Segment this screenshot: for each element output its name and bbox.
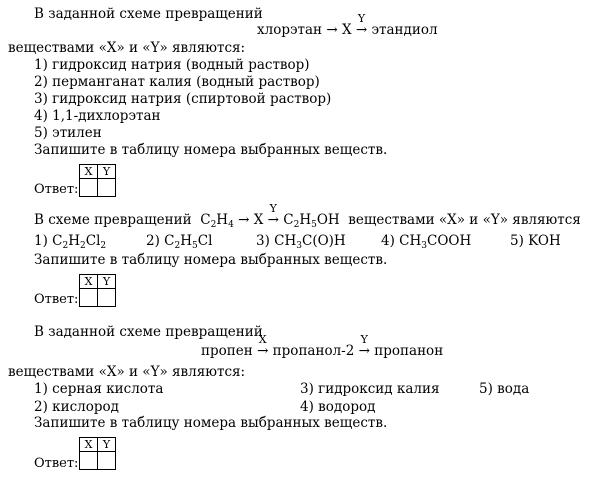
q1-arrow-y-label: Y <box>357 12 366 25</box>
q1-answer-label: Ответ: <box>34 182 79 197</box>
q3-arrow-x-label: X <box>258 333 267 346</box>
q3-question: веществами «X» и «Y» являются: <box>8 364 246 380</box>
q2-answer-y-cell[interactable] <box>98 289 116 307</box>
q3-option-5: 5) вода <box>479 381 530 397</box>
q1-scheme-arrow-y: Y → <box>355 12 368 38</box>
q2-instruction: Запишите в таблицу номера выбранных веществ. <box>34 252 388 268</box>
q2-col-x: X <box>80 275 98 289</box>
q1-scheme-start: хлорэтан <box>257 22 323 38</box>
q1-col-x: X <box>80 165 98 179</box>
q1-question: веществами «X» и «Y» являются: <box>8 40 246 56</box>
q3-scheme-end: пропанон <box>374 343 444 359</box>
q1-answer-x-cell[interactable] <box>80 179 98 197</box>
q2-question: веществами «X» и «Y» являются <box>348 212 581 228</box>
q3-col-y: Y <box>98 438 116 452</box>
q3-col-x: X <box>80 438 98 452</box>
q3-arrow-y-label: Y <box>360 333 368 346</box>
q1-option-3: 3) гидроксид натрия (спиртовой раствор) <box>34 91 332 107</box>
q2-answer-x-cell[interactable] <box>80 289 98 307</box>
q1-option-4: 4) 1,1-дихлорэтан <box>34 108 161 124</box>
q1-scheme-end: этандиол <box>371 22 438 38</box>
q1-answer-table <box>79 164 116 197</box>
q1-col-y: Y <box>98 165 116 179</box>
q1-option-1: 1) гидроксид натрия (водный раствор) <box>34 57 310 73</box>
q2-header <box>34 202 581 230</box>
q1-option-5: 5) этилен <box>34 125 102 141</box>
q1-scheme-mid: X <box>341 22 352 38</box>
q3-option-3: 3) гидроксид калия <box>300 381 440 397</box>
q2-answer-label: Ответ: <box>34 292 79 307</box>
q3-scheme-arrow-y: Y → <box>358 333 370 359</box>
q3-scheme-start: пропен <box>201 343 253 359</box>
q1-answer-y-cell[interactable] <box>98 179 116 197</box>
q2-option-3: 3) $CH_3C(O)H$ <box>256 233 346 251</box>
q3-scheme-mid: пропанол-2 <box>272 343 355 359</box>
q3-intro: В заданной схеме превращений <box>34 324 263 340</box>
q3-option-1: 1) серная кислота <box>34 381 164 397</box>
q3-scheme-arrow-x: X → <box>257 333 269 359</box>
q3-answer-label: Ответ: <box>34 456 79 471</box>
q3-instruction: Запишите в таблицу номера выбранных веществ. <box>34 415 388 431</box>
q1-scheme-arrow: → <box>326 22 338 38</box>
q2-option-2: 2) $C_2H_5Cl$ <box>146 233 213 251</box>
q2-option-5: 5) KOH <box>510 233 561 249</box>
q3-option-2: 2) кислород <box>34 399 119 415</box>
q1-instruction: Запишите в таблицу номера выбранных веществ. <box>34 142 388 158</box>
q2-scheme: $C_2H_4 \to X$ Y → $C_2H_5OH$ <box>200 202 340 230</box>
q1-scheme <box>257 12 438 38</box>
q2-col-y: Y <box>98 275 116 289</box>
q2-option-1: 1) $C_2H_2Cl_2$ <box>34 233 107 251</box>
q3-scheme <box>201 333 444 359</box>
q3-answer-x-cell[interactable] <box>80 452 98 470</box>
q3-option-4: 4) водород <box>300 399 376 415</box>
q3-answer-y-cell[interactable] <box>98 452 116 470</box>
q2-scheme-arrow-y: Y → <box>267 202 279 228</box>
q1-intro: В заданной схеме превращений <box>34 6 263 22</box>
q2-intro: В схеме превращений <box>34 212 192 228</box>
q1-option-2: 2) перманганат калия (водный раствор) <box>34 74 320 90</box>
q2-option-4: 4) $CH_3COOH$ <box>381 233 472 251</box>
q3-answer-table <box>79 437 116 470</box>
q2-answer-table <box>79 274 116 307</box>
